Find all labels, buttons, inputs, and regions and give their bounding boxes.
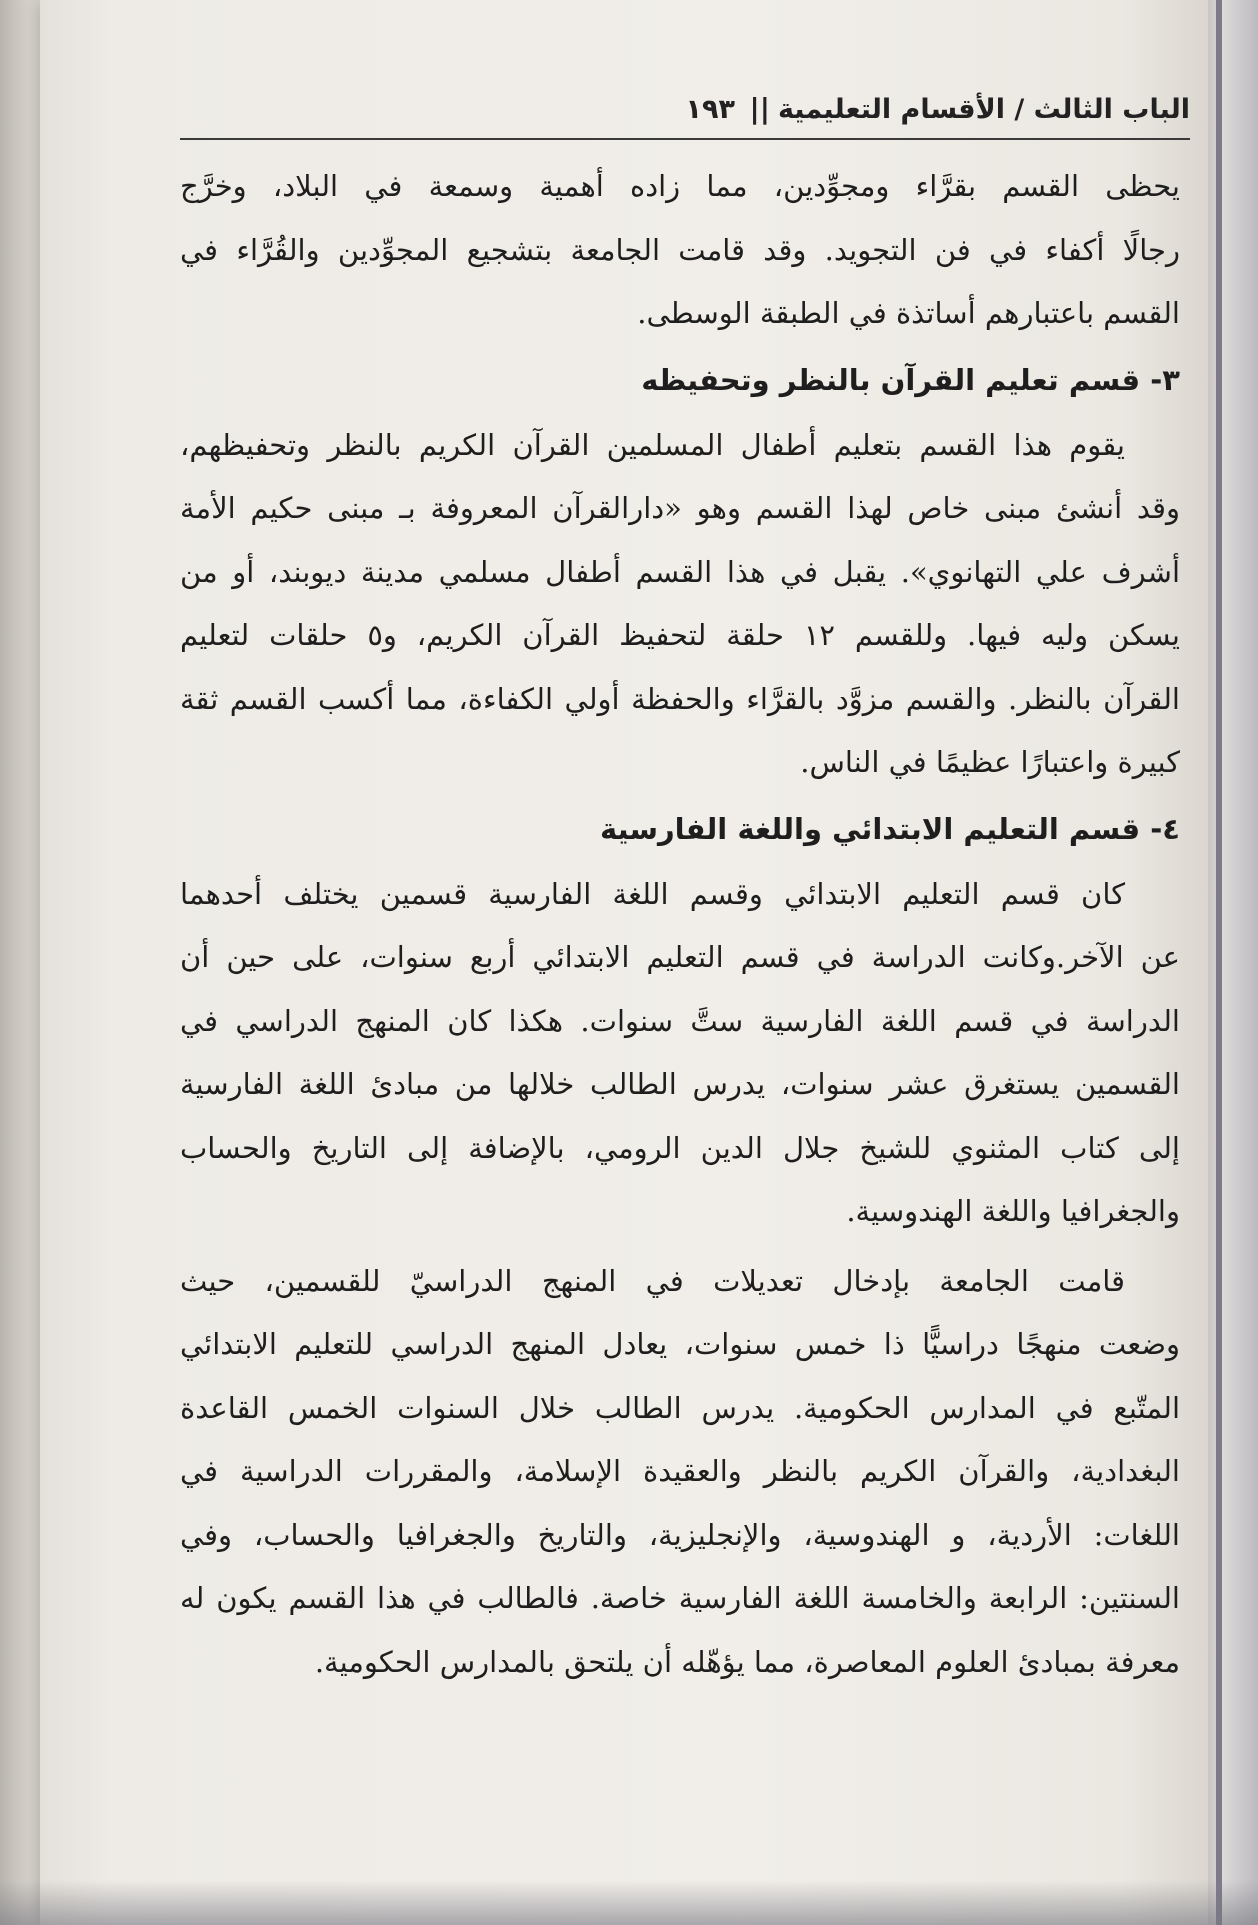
page-number: ١٩٣ — [685, 94, 735, 125]
section-3-heading: ٣- قسم تعليم القرآن بالنظر وتحفيظه — [641, 362, 1180, 397]
text-line: المتّبع في المدارس الحكومية. يدرس الطالب خلال السنوات الخمس القاعدة — [180, 1390, 1180, 1425]
text-line: السنتين: الرابعة والخامسة اللغة الفارسية خاصة. فالطالب في هذا القسم يكون له — [180, 1581, 1180, 1615]
text-line: إلى كتاب المثنوي للشيخ جلال الدين الرومي، بالإضافة إلى التاريخ والحساب — [180, 1130, 1180, 1165]
text-line: معرفة بمبادئ العلوم المعاصرة، مما يؤهّله أن يلتحق بالمدارس الحكومية. — [314, 1644, 1180, 1679]
section-4-paragraph-a — [180, 863, 1180, 1244]
page-body — [180, 155, 1180, 1694]
bottom-shadow — [0, 1880, 1258, 1925]
section-3-paragraph — [180, 414, 1180, 795]
text-line: يقوم هذا القسم بتعليم أطفال المسلمين القرآن الكريم بالنظر وتحفيظهم، — [180, 427, 1125, 462]
text-line: قامت الجامعة بإدخال تعديلات في المنهج الدراسيّ للقسمين، حيث — [180, 1263, 1125, 1298]
text-line: كان قسم التعليم الابتدائي وقسم اللغة الفارسية قسمين يختلف أحدهما — [180, 876, 1125, 911]
section-4-heading: ٤- قسم التعليم الابتدائي واللغة الفارسية — [600, 811, 1180, 846]
text-line: يحظى القسم بقرَّاء ومجوِّدين، مما زاده أهمية وسمعة في البلاد، وخرَّج — [180, 169, 1180, 203]
text-line: القسمين يستغرق عشر سنوات، يدرس الطالب خلالها من مبادئ اللغة الفارسية — [180, 1067, 1180, 1101]
text-line: والجغرافيا واللغة الهندوسية. — [846, 1194, 1180, 1228]
text-line: رجالًا أكفاء في فن التجويد. وقد قامت الجامعة بتشجيع المجوِّدين والقُرَّاء في — [180, 232, 1180, 267]
paragraph-1 — [180, 155, 1180, 346]
section-4-paragraph-b — [180, 1250, 1180, 1695]
header-separator: || — [749, 92, 770, 125]
page-divider — [1216, 0, 1222, 1925]
text-line: وضعت منهجًا دراسيًّا ذا خمس سنوات، يعادل المنهج الدراسي للتعليم الابتدائي — [180, 1327, 1180, 1361]
text-line: كبيرة واعتبارًا عظيمًا في الناس. — [800, 745, 1180, 779]
text-line: وقد أنشئ مبنى خاص لهذا القسم وهو «دارالقرآن المعروفة بـ مبنى حكيم الأمة — [180, 491, 1180, 525]
text-line: أشرف علي التهانوي». يقبل في هذا القسم أطفال مسلمي مدينة ديوبند، أو من — [180, 554, 1180, 589]
page-header — [180, 88, 1190, 140]
next-page-edge — [1208, 0, 1258, 1925]
text-line: الدراسة في قسم اللغة الفارسية ستَّ سنوات. هكذا كان المنهج الدراسي في — [180, 1003, 1180, 1038]
text-line: القرآن بالنظر. والقسم مزوَّد بالقرَّاء والحفظة أولي الكفاءة، مما أكسب القسم ثقة — [180, 681, 1180, 716]
text-line: يسكن وليه فيها. وللقسم ١٢ حلقة لتحفيظ القرآن الكريم، و٥ حلقات لتعليم — [180, 618, 1180, 652]
running-title: الباب الثالث / الأقسام التعليمية — [777, 94, 1190, 125]
text-line: البغدادية، والقرآن الكريم بالنظر والعقيدة الإسلامة، والمقررات الدراسية في — [180, 1454, 1180, 1488]
text-line: اللغات: الأردية، و الهندوسية، والإنجليزية، والتاريخ والجغرافيا والحساب، وفي — [180, 1517, 1180, 1552]
text-line: القسم باعتبارهم أساتذة في الطبقة الوسطى. — [637, 296, 1180, 330]
text-line: عن الآخر.وكانت الدراسة في قسم التعليم الابتدائي أربع سنوات، على حين أن — [180, 940, 1180, 974]
